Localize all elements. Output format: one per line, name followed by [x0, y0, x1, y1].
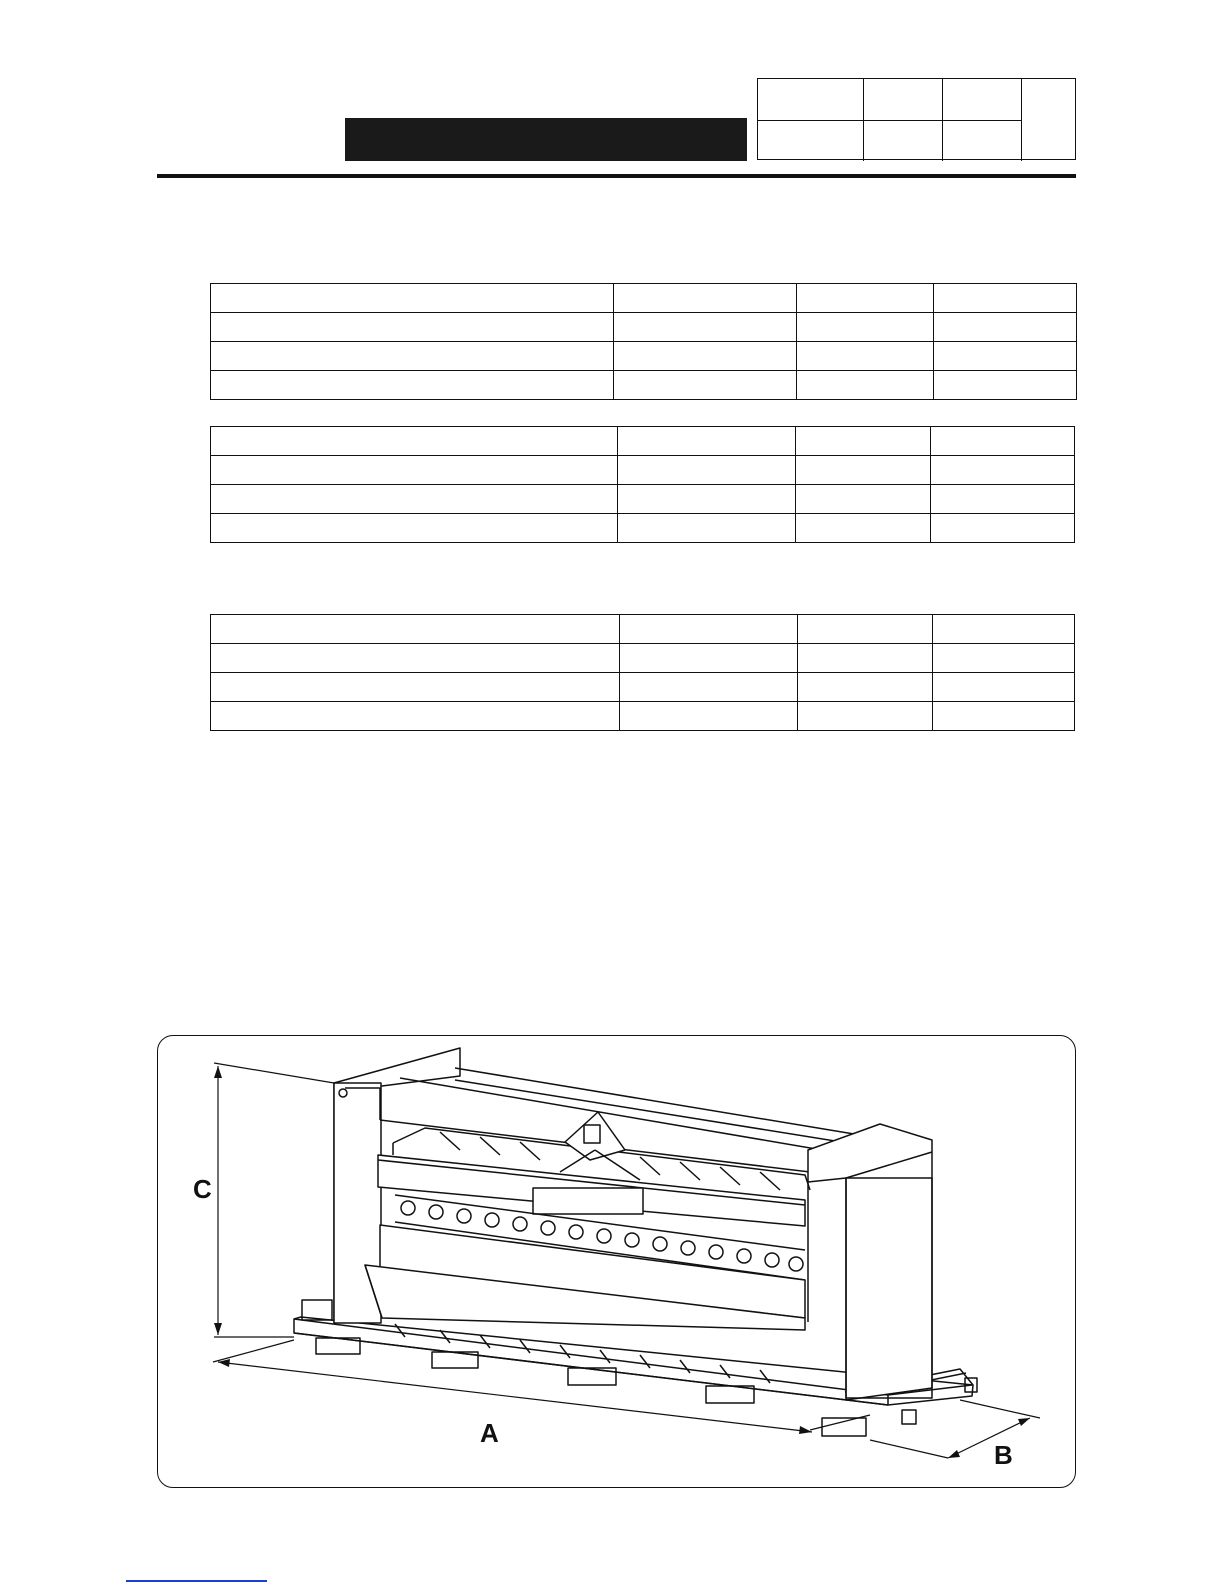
- dimension-c-line: [214, 1063, 334, 1337]
- dimension-b-line: [870, 1400, 1040, 1458]
- right-side-frame-icon: [808, 1124, 932, 1400]
- dimension-c-label: C: [193, 1174, 212, 1204]
- dimension-a-label: A: [480, 1418, 499, 1448]
- dimension-b-label: B: [994, 1440, 1013, 1470]
- footer-link-underline: [126, 1580, 267, 1582]
- top-rail-icon: [380, 1068, 860, 1172]
